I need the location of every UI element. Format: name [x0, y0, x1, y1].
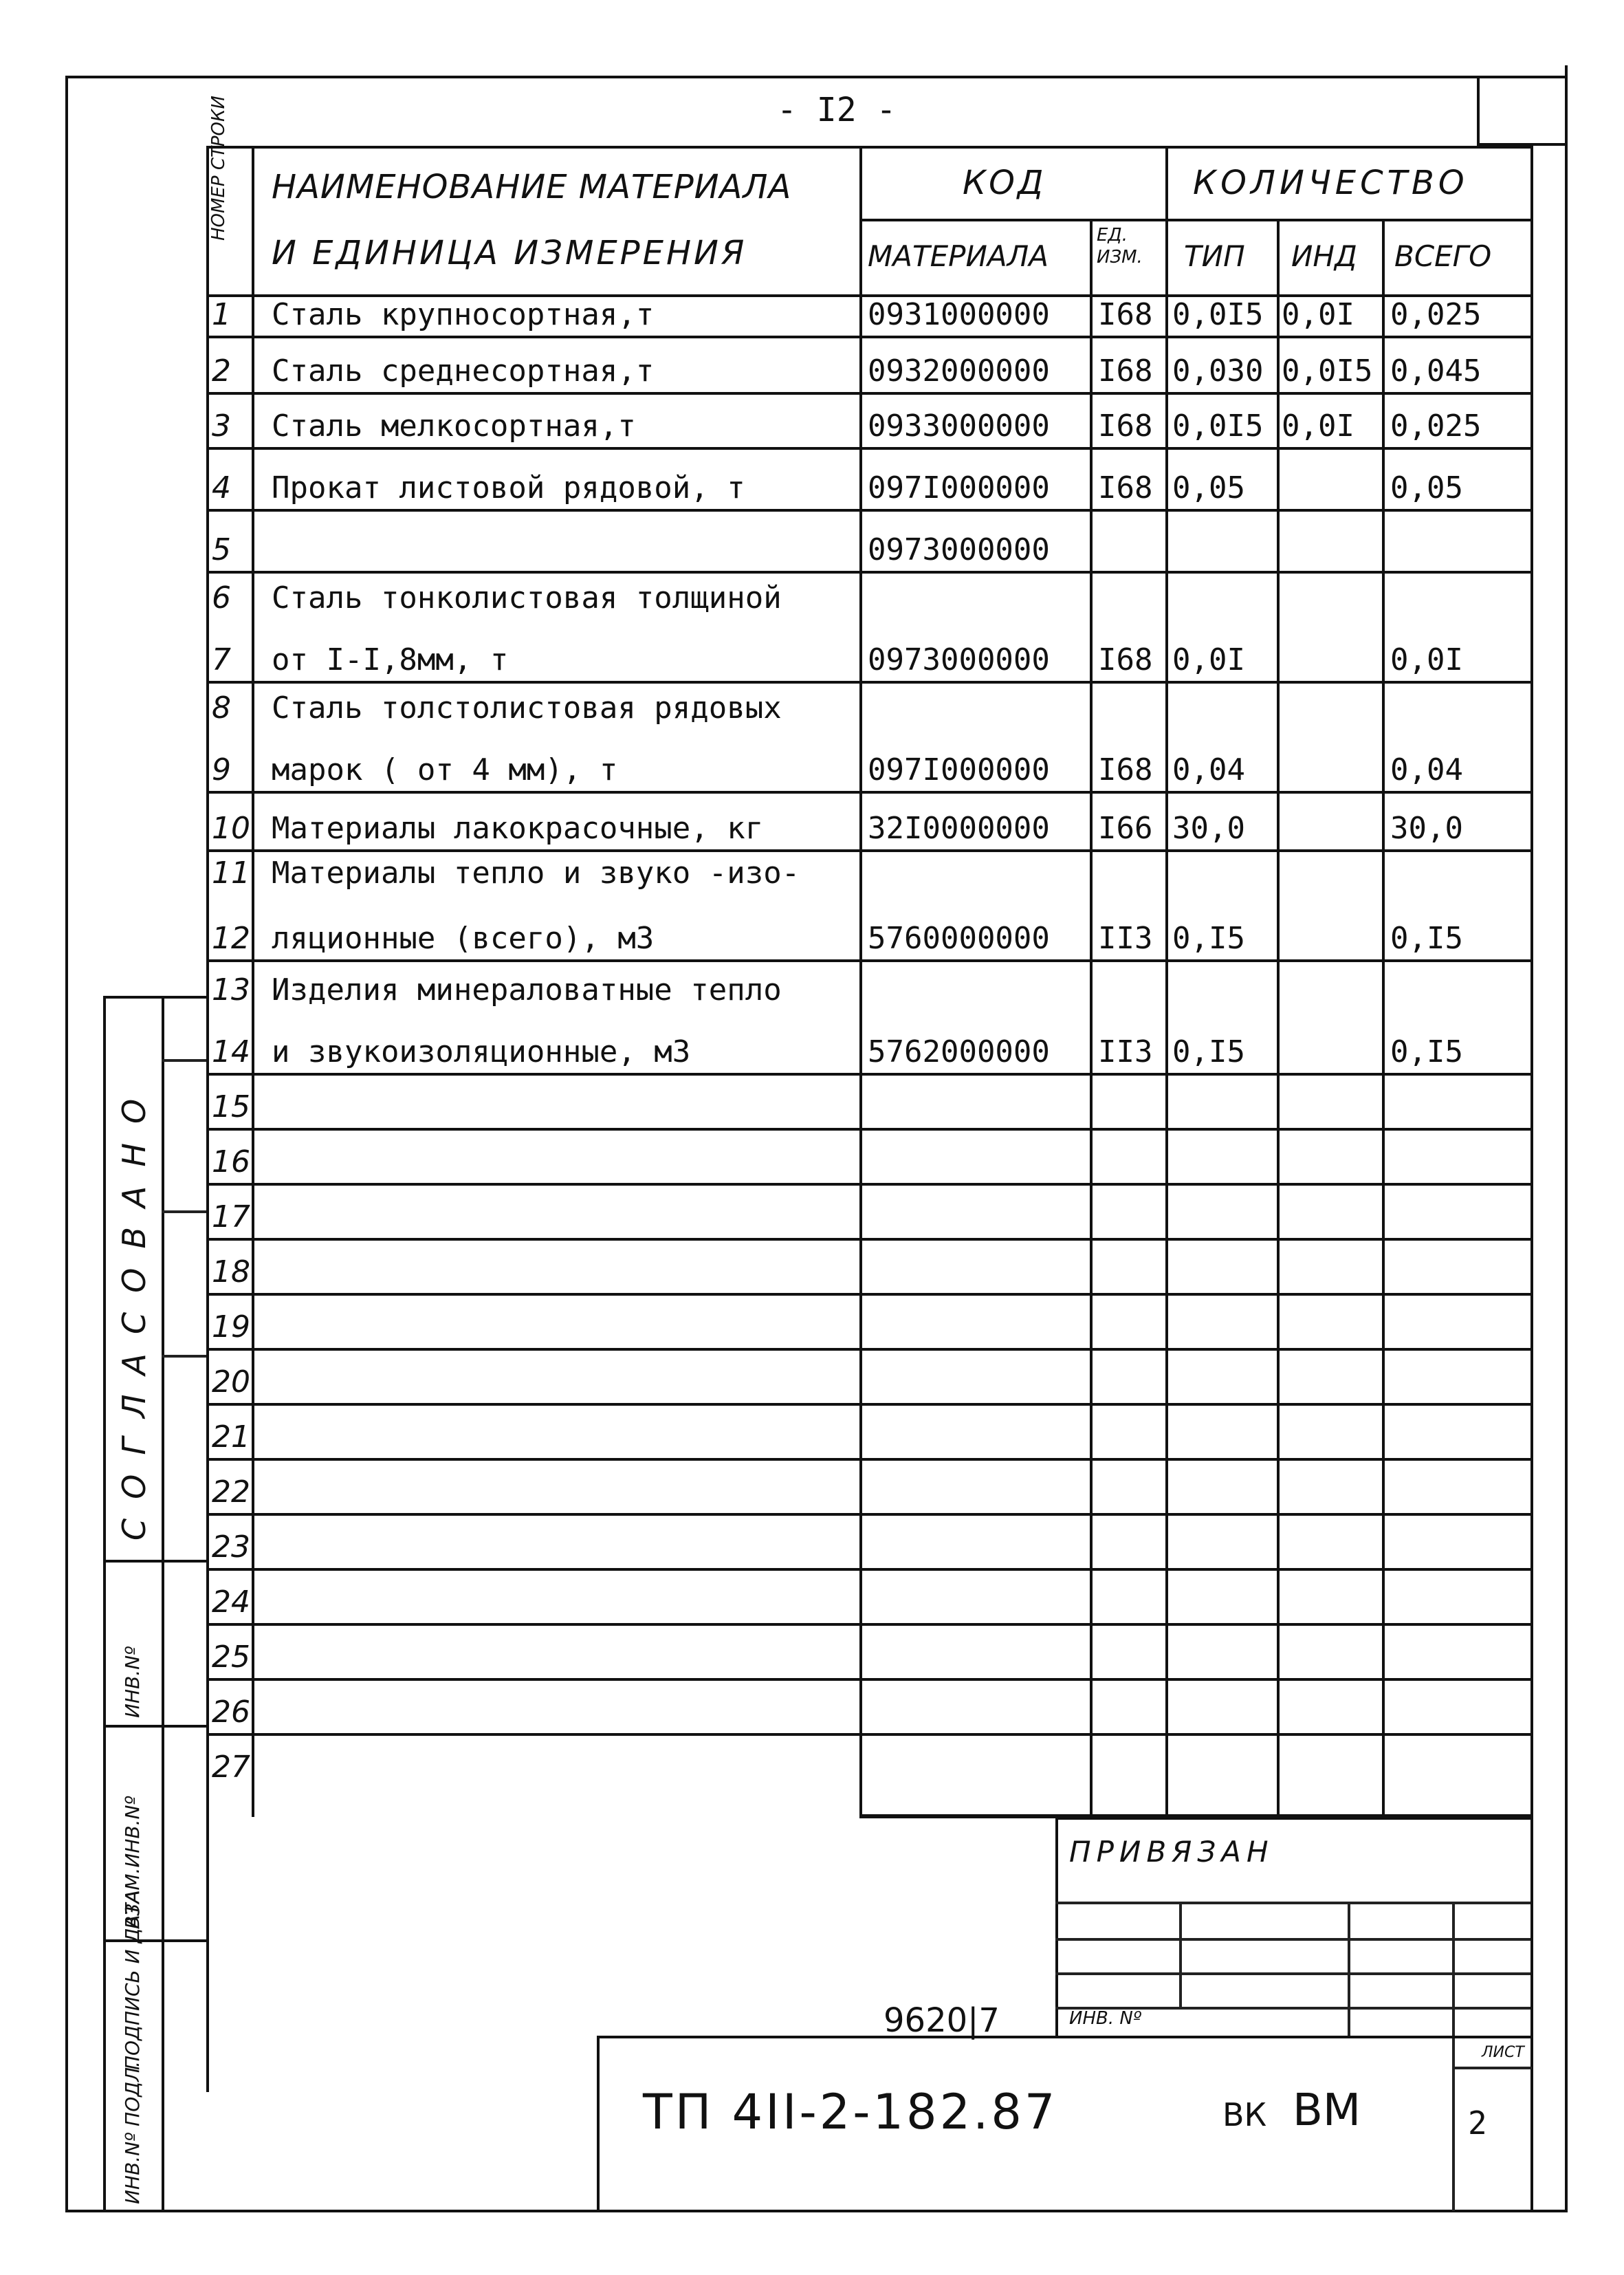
- row-number: 27: [212, 1750, 250, 1785]
- row-number: 1: [212, 297, 231, 332]
- tb-drawing-no: 9620|7: [884, 2001, 1000, 2040]
- row-total: 0,04: [1390, 752, 1463, 787]
- row-number: 14: [212, 1034, 250, 1069]
- row-number-divider: [206, 1513, 252, 1516]
- row-divider: [252, 1293, 1532, 1296]
- row-number-divider: [206, 1128, 252, 1131]
- row-divider: [252, 1183, 1532, 1186]
- row-divider: [252, 509, 1532, 512]
- tb-section-small: ВК: [1222, 2096, 1267, 2133]
- row-code: 097I000000: [868, 470, 1050, 505]
- row-number: 16: [212, 1144, 250, 1179]
- row-name: Сталь крупносортная,т: [272, 297, 655, 332]
- row-number: 8: [212, 690, 231, 726]
- row-divider: [252, 336, 1532, 338]
- corner-box-left: [1477, 76, 1480, 144]
- row-ind: 0,0I5: [1282, 353, 1373, 389]
- header-qty-group: КОЛИЧЕСТВО: [1193, 164, 1469, 202]
- stamp-inv-podl: ИНВ.Nº ПОДЛ.: [121, 2060, 144, 2204]
- table-right: [1530, 146, 1533, 1817]
- row-divider: [252, 1678, 1532, 1681]
- row-name: и звукоизоляционные, м3: [272, 1034, 691, 1069]
- row-number: 5: [212, 532, 231, 567]
- row-number: 6: [212, 580, 231, 616]
- row-total: 30,0: [1390, 811, 1463, 846]
- row-number-divider: [206, 959, 252, 962]
- stamp-inv-no: ИНВ.Nº: [121, 1646, 144, 1718]
- header-code-group: КОД: [963, 164, 1046, 202]
- tb-main-left: [597, 2036, 600, 2210]
- row-number: 19: [212, 1309, 250, 1345]
- row-number-divider: [206, 1183, 252, 1186]
- row-number: 12: [212, 921, 250, 956]
- stamp-line-a: [162, 1059, 206, 1062]
- row-number: 24: [212, 1585, 250, 1620]
- row-total: 0,045: [1390, 353, 1482, 389]
- row-total: 0,025: [1390, 409, 1482, 444]
- row-divider: [252, 1348, 1532, 1351]
- row-name: Материалы лакокрасочные, кг: [272, 811, 764, 846]
- row-divider: [252, 1238, 1532, 1241]
- row-type: 0,04: [1172, 752, 1245, 787]
- row-code: 0932000000: [868, 353, 1050, 389]
- row-number-divider: [206, 1238, 252, 1241]
- row-divider: [252, 1568, 1532, 1571]
- row-name: Сталь мелкосортная,т: [272, 409, 636, 444]
- tb-left-upper: [1055, 1817, 1058, 2037]
- row-number-divider: [206, 1403, 252, 1406]
- tb-section-big: ВМ: [1293, 2085, 1361, 2136]
- row-number-divider: [206, 447, 252, 450]
- row-number: 4: [212, 470, 231, 505]
- row-number-divider: [206, 1348, 252, 1351]
- row-name: Материалы тепло и звуко -изо-: [272, 856, 800, 891]
- tb-sheet-no: 2: [1468, 2104, 1487, 2142]
- row-divider: [252, 1128, 1532, 1131]
- row-type: 0,0I: [1172, 642, 1245, 677]
- tb-line1: [1055, 1902, 1532, 1904]
- stamp-left: [103, 996, 106, 2210]
- col-code-right: [1090, 219, 1093, 1817]
- row-number: 25: [212, 1640, 250, 1675]
- row-divider: [252, 1623, 1532, 1626]
- row-type: 0,05: [1172, 470, 1245, 505]
- row-number: 10: [212, 811, 250, 846]
- col-type-right: [1277, 219, 1280, 1817]
- row-number: 2: [212, 353, 231, 389]
- page-number: - I2 -: [777, 91, 897, 129]
- row-number-divider: [206, 1678, 252, 1681]
- table-top: [206, 146, 1533, 149]
- col-number-right: [252, 146, 254, 1817]
- row-number-divider: [206, 1568, 252, 1571]
- row-number: 18: [212, 1254, 250, 1289]
- row-total: 0,05: [1390, 470, 1463, 505]
- tb-linked: ПРИВЯЗАН: [1069, 1835, 1274, 1869]
- row-number: 11: [212, 856, 250, 891]
- row-divider: [252, 571, 1532, 574]
- row-name: Прокат листовой рядовой, т: [272, 470, 745, 505]
- row-type: 0,I5: [1172, 921, 1245, 956]
- stamp-agreed: СОГЛАСОВАНО: [116, 1079, 153, 1541]
- row-code: 0973000000: [868, 642, 1050, 677]
- stamp-line-d: [103, 1560, 206, 1563]
- col-unit-right: [1165, 146, 1168, 1817]
- row-divider: [252, 1403, 1532, 1406]
- row-number: 20: [212, 1364, 250, 1400]
- row-unit: I68: [1098, 470, 1153, 505]
- row-unit: II3: [1098, 1034, 1153, 1069]
- row-divider: [252, 849, 1532, 852]
- header-qty-total: ВСЕГО: [1394, 239, 1492, 273]
- row-divider: [252, 1513, 1532, 1516]
- header-mid-line: [859, 219, 1532, 221]
- tb-inv-label: ИНВ. Nº: [1069, 2008, 1142, 2029]
- tb-top: [1055, 1817, 1532, 1820]
- row-unit: I68: [1098, 642, 1153, 677]
- col-name-right: [859, 146, 862, 1817]
- row-divider: [252, 392, 1532, 395]
- row-divider: [252, 447, 1532, 450]
- row-number: 13: [212, 972, 250, 1008]
- row-number: 3: [212, 409, 231, 444]
- row-code: 0931000000: [868, 297, 1050, 332]
- row-divider: [252, 1458, 1532, 1461]
- row-number-divider: [206, 791, 252, 794]
- row-code: 5760000000: [868, 921, 1050, 956]
- row-unit: I68: [1098, 353, 1153, 389]
- row-number-divider: [206, 571, 252, 574]
- row-divider: [252, 681, 1532, 684]
- row-code: 0973000000: [868, 532, 1050, 567]
- row-total: 0,0I: [1390, 642, 1463, 677]
- tb-line2: [1055, 1938, 1532, 1941]
- row-number-divider: [206, 392, 252, 395]
- row-unit: I68: [1098, 297, 1153, 332]
- row-number: 22: [212, 1474, 250, 1510]
- row-number-divider: [206, 1073, 252, 1076]
- row-unit: I68: [1098, 409, 1153, 444]
- row-number: 15: [212, 1089, 250, 1124]
- row-divider: [252, 959, 1532, 962]
- stamp-vzam-inv: ВЗАМ.ИНВ.Nº: [121, 1796, 144, 1929]
- row-name: ляционные (всего), м3: [272, 921, 655, 956]
- stamp-sign-date: ПОДПИСЬ И ДАТА: [121, 1890, 144, 2070]
- header-qty-type: ТИП: [1184, 239, 1245, 273]
- stamp-mid: [162, 996, 164, 2210]
- row-number: 7: [212, 642, 231, 677]
- row-total: 0,025: [1390, 297, 1482, 332]
- row-code: 5762000000: [868, 1034, 1050, 1069]
- col-ind-right: [1382, 219, 1385, 1817]
- header-code-unit: ЕД. ИЗМ.: [1097, 225, 1143, 268]
- stamp-top: [103, 996, 206, 999]
- row-name: Сталь тонколистовая толщиной: [272, 580, 782, 616]
- row-type: 30,0: [1172, 811, 1245, 846]
- row-name: от I-I,8мм, т: [272, 642, 509, 677]
- frame-bottom: [65, 2210, 1568, 2212]
- row-type: 0,I5: [1172, 1034, 1245, 1069]
- tb-main-top: [597, 2036, 1532, 2038]
- tb-line3: [1055, 1972, 1532, 1975]
- row-code: 097I000000: [868, 752, 1050, 787]
- row-type: 0,030: [1172, 353, 1264, 389]
- row-name: Изделия минераловатные тепло: [272, 972, 782, 1008]
- header-qty-ind: ИНД: [1291, 239, 1357, 273]
- row-number-divider: [206, 1733, 252, 1736]
- header-name-line1: НАИМЕНОВАНИЕ МАТЕРИАЛА: [272, 168, 792, 206]
- row-number-divider: [206, 1458, 252, 1461]
- table-left: [206, 146, 209, 2092]
- frame-top: [65, 76, 1568, 78]
- row-type: 0,0I5: [1172, 409, 1264, 444]
- tb-right: [1530, 1817, 1533, 2212]
- row-number: 21: [212, 1419, 250, 1455]
- row-divider: [252, 1073, 1532, 1076]
- row-number: 23: [212, 1530, 250, 1565]
- tb-sheet-line: [1452, 2067, 1532, 2069]
- tb-sheet-label: ЛИСТ: [1482, 2044, 1524, 2061]
- row-divider: [252, 1733, 1532, 1736]
- row-name: Сталь толстолистовая рядовых: [272, 690, 782, 726]
- row-number-divider: [206, 336, 252, 338]
- header-name-line2: И ЕДИНИЦА ИЗМЕРЕНИЯ: [272, 234, 747, 272]
- row-unit: I68: [1098, 752, 1153, 787]
- row-type: 0,0I5: [1172, 297, 1264, 332]
- header-code-material: МАТЕРИАЛА: [868, 239, 1049, 273]
- row-ind: 0,0I: [1282, 409, 1354, 444]
- row-name: марок ( от 4 мм), т: [272, 752, 618, 787]
- row-code: 0933000000: [868, 409, 1050, 444]
- header-row-number: НОМЕР СТРОКИ: [208, 96, 229, 241]
- row-total: 0,I5: [1390, 1034, 1463, 1069]
- stamp-line-b: [162, 1210, 206, 1213]
- row-number-divider: [206, 509, 252, 512]
- tb-designation: ТП 4II-2-182.87: [643, 2084, 1058, 2140]
- row-ind: 0,0I: [1282, 297, 1354, 332]
- row-number: 17: [212, 1199, 250, 1234]
- frame-left: [65, 76, 68, 2212]
- row-unit: I66: [1098, 811, 1153, 846]
- tb-v2: [1348, 1902, 1350, 2036]
- stamp-line-f: [103, 1939, 206, 1942]
- tb-v3: [1452, 1902, 1455, 2211]
- row-divider: [252, 791, 1532, 794]
- row-number-divider: [206, 1293, 252, 1296]
- row-number-divider: [206, 1623, 252, 1626]
- row-number: 26: [212, 1695, 250, 1730]
- row-number: 9: [212, 752, 231, 787]
- row-number-divider: [206, 849, 252, 852]
- frame-right: [1565, 65, 1568, 2212]
- stamp-line-c: [162, 1355, 206, 1358]
- row-unit: II3: [1098, 921, 1153, 956]
- tb-v1: [1179, 1902, 1182, 2007]
- row-number-divider: [206, 681, 252, 684]
- stamp-line-e: [103, 1725, 206, 1728]
- row-code: 32I0000000: [868, 811, 1050, 846]
- row-name: Сталь среднесортная,т: [272, 353, 655, 389]
- row-total: 0,I5: [1390, 921, 1463, 956]
